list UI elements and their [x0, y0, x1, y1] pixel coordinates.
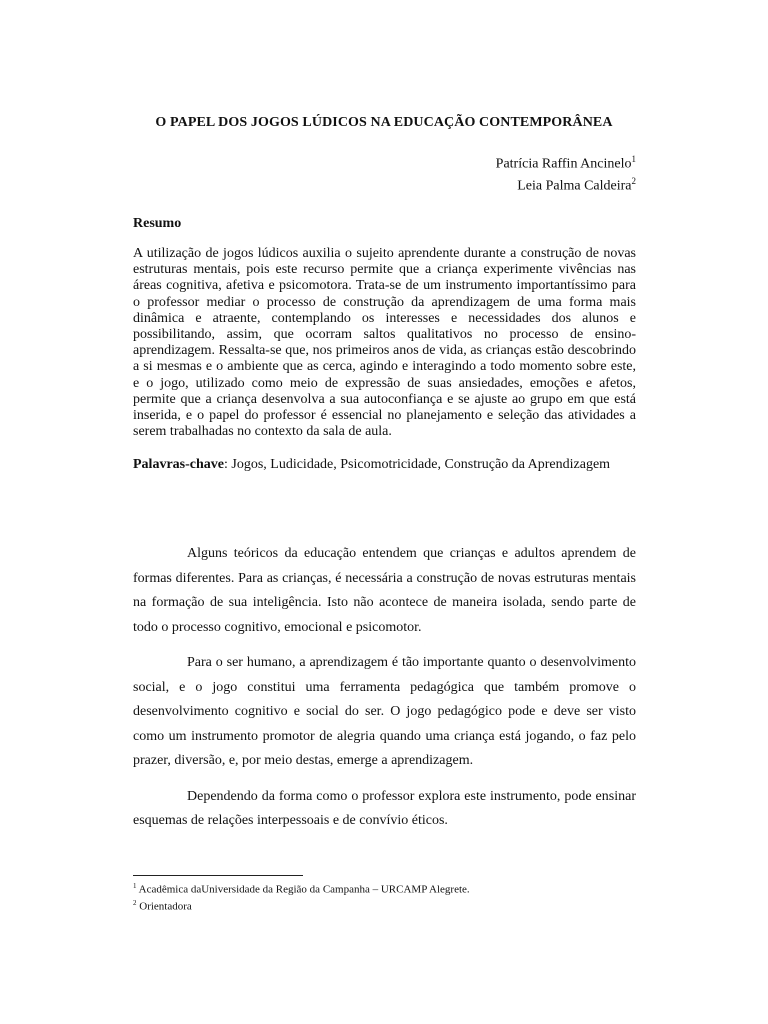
footnote-mark: 2 — [631, 175, 636, 186]
footnote-divider — [133, 875, 303, 876]
footnote-number: 1 — [133, 882, 137, 890]
footnote-1 — [133, 880, 470, 897]
author-2 — [496, 173, 636, 195]
body-paragraph-2: Para o ser humano, a aprendizagem é tão importante quanto o desenvolvimento social, e o jogo constitui uma ferramenta pedagógica que também promove o desenvolvimento cognitivo e social do ser. O jogo pedagógico pode e deve ser visto como um instrumento promotor de alegria quando uma criança está jogando, o faz pelo prazer, diversão, e, por meio destas, emerge a aprendizagem. — [133, 655, 636, 768]
footnote-2 — [133, 897, 470, 914]
body-paragraph-3: Dependendo da forma como o professor explora este instrumento, pode ensinar esquemas de relações interpessoais e de convívio éticos. — [133, 788, 636, 828]
author-list — [496, 151, 636, 194]
paper-title: O PAPEL DOS JOGOS LÚDICOS NA EDUCAÇÃO CONTEMPORÂNEA — [155, 115, 613, 130]
author-name: Patrícia Raffin Ancinelo — [495, 156, 632, 172]
keywords-label: Palavras-chave — [133, 457, 224, 472]
abstract-text: A utilização de jogos lúdicos auxilia o sujeito aprendente durante a construção de novas estruturas mentais, pois este recurso permite que a criança experimente vivências nas áreas cognitiva, afetiva e psicomotora. Trata-se de um instrumento importantíssimo para o professor mediar o processo de construção da aprendizagem de uma forma mais dinâmica e atraente, contemplando os interesses e necessidades dos alunos e possibilitando, assim, que ocorram saltos qualitativos no processo de ensino-aprendizagem. Ressalta-se que, nos primeiros anos de vida, as crianças estão descobrindo a si mesmas e o ambiente que as cerca, agindo e interagindo a todo momento sobre este, e o jogo, utilizado como meio de expressão de suas ansiedades, emoções e afetos, permite que a criança desenvolva a sua autoconfiança e se ajuste ao grupo em que está inserida, e o papel do professor é essencial no planejamento e seleção das atividades a serem trabalhadas no contexto da sala de aula. — [133, 246, 636, 440]
author-1 — [496, 151, 636, 173]
footnote-text: Orientadora — [136, 900, 192, 913]
footnote-text: Acadêmica daUniversidade da Região da Campanha – URCAMP Alegrete. — [136, 883, 470, 896]
footnote-number: 2 — [133, 898, 137, 907]
footnote-mark: 1 — [631, 154, 636, 164]
keywords — [133, 457, 636, 473]
body-text — [133, 542, 636, 845]
footnotes — [133, 880, 470, 913]
author-name: Leia Palma Caldeira — [517, 178, 632, 194]
body-paragraph-1: Alguns teóricos da educação entendem que crianças e adultos aprendem de formas diferentes. Para as crianças, é necessária a construção de novas estruturas mentais na formação de sua inteligência. Isto não acontece de maneira isolada, sendo parte de todo o processo cognitivo, emocional e psicomotor. — [133, 546, 636, 635]
keywords-list: : Jogos, Ludicidade, Psicomotricidade, Construção da Aprendizagem — [223, 457, 611, 472]
abstract-heading: Resumo — [133, 216, 182, 231]
